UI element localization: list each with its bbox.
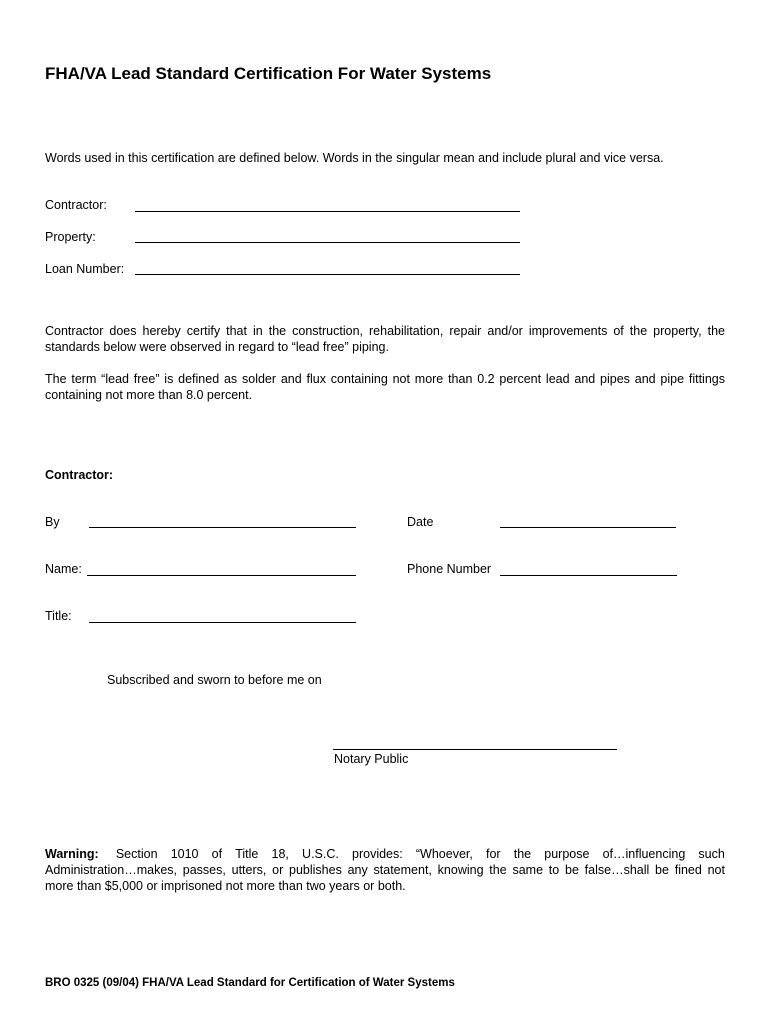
certify-paragraph: Contractor does hereby certify that in the construction, rehabilitation, repair and/or improvements of the property, the standards below were observed in regard to “lead free” piping. (45, 324, 725, 354)
title-field-line[interactable] (89, 622, 356, 623)
warning-label: Warning: (45, 847, 99, 861)
warning-word: for (485, 847, 501, 861)
phone-field-line[interactable] (500, 575, 677, 576)
signature-heading: Contractor: (45, 468, 114, 482)
warning-word: “Whoever, (415, 847, 473, 861)
name-label: Name: (45, 562, 82, 576)
warning-word: 1010 (170, 847, 199, 861)
lead-free-paragraph: The term “lead free” is defined as solder and flux containing not more than 0.2 percent lead and pipes and pipe fittings containing not more than 8.0 percent. (45, 372, 725, 402)
contractor-field-line[interactable] (135, 211, 520, 212)
warning-word: such (698, 847, 725, 861)
warning-word: purpose (544, 847, 590, 861)
warning-word: U.S.C. (302, 847, 339, 861)
date-field-line[interactable] (500, 527, 676, 528)
form-footer: BRO 0325 (09/04) FHA/VA Lead Standard for Certification of Water Systems (45, 977, 455, 989)
loan-number-label: Loan Number: (45, 262, 125, 276)
by-label: By (45, 515, 60, 529)
by-signature-line[interactable] (89, 527, 356, 528)
property-field-line[interactable] (135, 242, 520, 243)
title-label: Title: (45, 609, 72, 623)
date-label: Date (407, 515, 434, 529)
notary-public-label: Notary Public (334, 752, 409, 766)
name-field-line[interactable] (87, 575, 356, 576)
warning-word: the (513, 847, 532, 861)
notary-signature-line[interactable] (333, 749, 617, 750)
warning-word: 18, (271, 847, 289, 861)
contractor-label: Contractor: (45, 198, 107, 212)
property-label: Property: (45, 230, 96, 244)
page-title: FHA/VA Lead Standard Certification For Water Systems (45, 64, 492, 83)
warning-line-1 (45, 846, 725, 862)
warning-word: of (211, 847, 223, 861)
warning-word: of…influencing (602, 847, 686, 861)
sworn-text: Subscribed and sworn to before me on (107, 673, 322, 687)
phone-label: Phone Number (407, 562, 492, 576)
definitions-text: Words used in this certification are defined below. Words in the singular mean and include plural and vice versa. (45, 151, 664, 165)
warning-line-3: more than $5,000 or imprisoned not more than two years or both. (45, 879, 406, 893)
warning-line-2: Administration…makes, passes, utters, or publishes any statement, knowing the same to be false…shall be fined not (45, 863, 725, 877)
loan-number-field-line[interactable] (135, 274, 520, 275)
warning-word: Section (115, 847, 158, 861)
warning-word: provides: (352, 847, 403, 861)
warning-word: Title (235, 847, 259, 861)
